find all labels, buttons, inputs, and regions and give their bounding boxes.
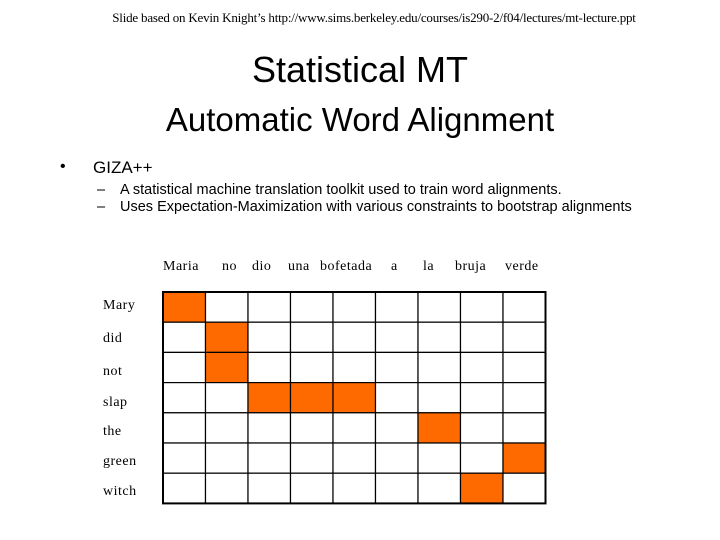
- alignment-cell-filled: [461, 473, 504, 503]
- alignment-cell: [376, 443, 419, 473]
- alignment-cell: [248, 322, 291, 352]
- alignment-cell: [503, 322, 546, 352]
- target-word: slap: [103, 395, 128, 410]
- alignment-cell: [376, 292, 419, 322]
- source-word: dio: [252, 259, 272, 274]
- alignment-cell-filled: [206, 352, 249, 382]
- alignment-cell: [206, 292, 249, 322]
- alignment-cell: [418, 383, 461, 413]
- sub-bullet-text: Uses Expectation-Maximization with various constraints to bootstrap alignments: [120, 199, 632, 215]
- alignment-cell: [333, 292, 376, 322]
- target-word: the: [103, 424, 122, 439]
- alignment-cell: [376, 383, 419, 413]
- alignment-cell: [333, 473, 376, 503]
- sub-bullet-dash: –: [97, 182, 106, 198]
- source-word: a: [391, 259, 398, 274]
- bullet-marker: •: [60, 158, 66, 175]
- source-word: una: [288, 259, 310, 274]
- bullet-text: GIZA++: [93, 158, 153, 177]
- alignment-cell: [206, 383, 249, 413]
- alignment-cell: [503, 473, 546, 503]
- target-word: witch: [103, 484, 137, 499]
- slide-title: Statistical MT: [251, 49, 469, 90]
- alignment-cell: [461, 292, 504, 322]
- alignment-cell: [503, 292, 546, 322]
- alignment-cell: [418, 292, 461, 322]
- alignment-cell: [333, 322, 376, 352]
- alignment-cell-filled: [291, 383, 334, 413]
- alignment-cell: [291, 473, 334, 503]
- alignment-cell: [163, 322, 206, 352]
- alignment-cell: [163, 383, 206, 413]
- target-word: did: [103, 331, 123, 346]
- target-word: Mary: [103, 298, 136, 313]
- alignment-cell: [291, 443, 334, 473]
- alignment-cell-filled: [333, 383, 376, 413]
- source-word: la: [423, 259, 435, 274]
- alignment-cell: [376, 352, 419, 382]
- alignment-cell: [418, 443, 461, 473]
- alignment-cell: [376, 413, 419, 443]
- alignment-cell: [376, 473, 419, 503]
- alignment-cell: [461, 443, 504, 473]
- alignment-cell: [461, 352, 504, 382]
- source-word: bofetada: [320, 259, 373, 274]
- alignment-cell: [461, 383, 504, 413]
- alignment-cell: [163, 473, 206, 503]
- sub-bullet-text: A statistical machine translation toolkit used to train word alignments.: [120, 182, 562, 198]
- slide-subtitle: Automatic Word Alignment: [165, 101, 555, 138]
- alignment-cell: [206, 443, 249, 473]
- alignment-cell: [291, 322, 334, 352]
- alignment-cell: [333, 443, 376, 473]
- alignment-cell: [163, 413, 206, 443]
- sub-bullet-dash: –: [97, 199, 106, 215]
- alignment-cell: [291, 352, 334, 382]
- alignment-cell: [376, 322, 419, 352]
- alignment-cell: [248, 443, 291, 473]
- target-word: green: [103, 454, 137, 469]
- alignment-cell: [248, 473, 291, 503]
- alignment-cell: [503, 383, 546, 413]
- alignment-cell: [461, 322, 504, 352]
- source-word: bruja: [455, 259, 487, 274]
- alignment-cell: [291, 292, 334, 322]
- alignment-cell: [248, 352, 291, 382]
- alignment-cell: [163, 443, 206, 473]
- alignment-cell: [333, 413, 376, 443]
- source-word: no: [222, 259, 237, 274]
- alignment-cell: [503, 352, 546, 382]
- alignment-cell: [418, 473, 461, 503]
- alignment-cell: [163, 352, 206, 382]
- alignment-cell: [503, 413, 546, 443]
- source-word: verde: [505, 259, 539, 274]
- alignment-cell: [206, 473, 249, 503]
- alignment-cell: [418, 352, 461, 382]
- alignment-cell-filled: [503, 443, 546, 473]
- source-note: Slide based on Kevin Knight’s http://www.sims.berkeley.edu/courses/is290-2/f04/lectures/mt-lecture.ppt: [112, 10, 636, 25]
- alignment-cell-filled: [163, 292, 206, 322]
- alignment-cell-filled: [248, 383, 291, 413]
- alignment-cell-filled: [206, 322, 249, 352]
- source-word: Maria: [163, 259, 199, 274]
- target-word: not: [103, 364, 123, 379]
- alignment-cell: [248, 413, 291, 443]
- alignment-cell: [291, 413, 334, 443]
- alignment-cell: [461, 413, 504, 443]
- alignment-cell: [418, 322, 461, 352]
- alignment-cell: [206, 413, 249, 443]
- alignment-cell: [333, 352, 376, 382]
- alignment-cell-filled: [418, 413, 461, 443]
- alignment-cell: [248, 292, 291, 322]
